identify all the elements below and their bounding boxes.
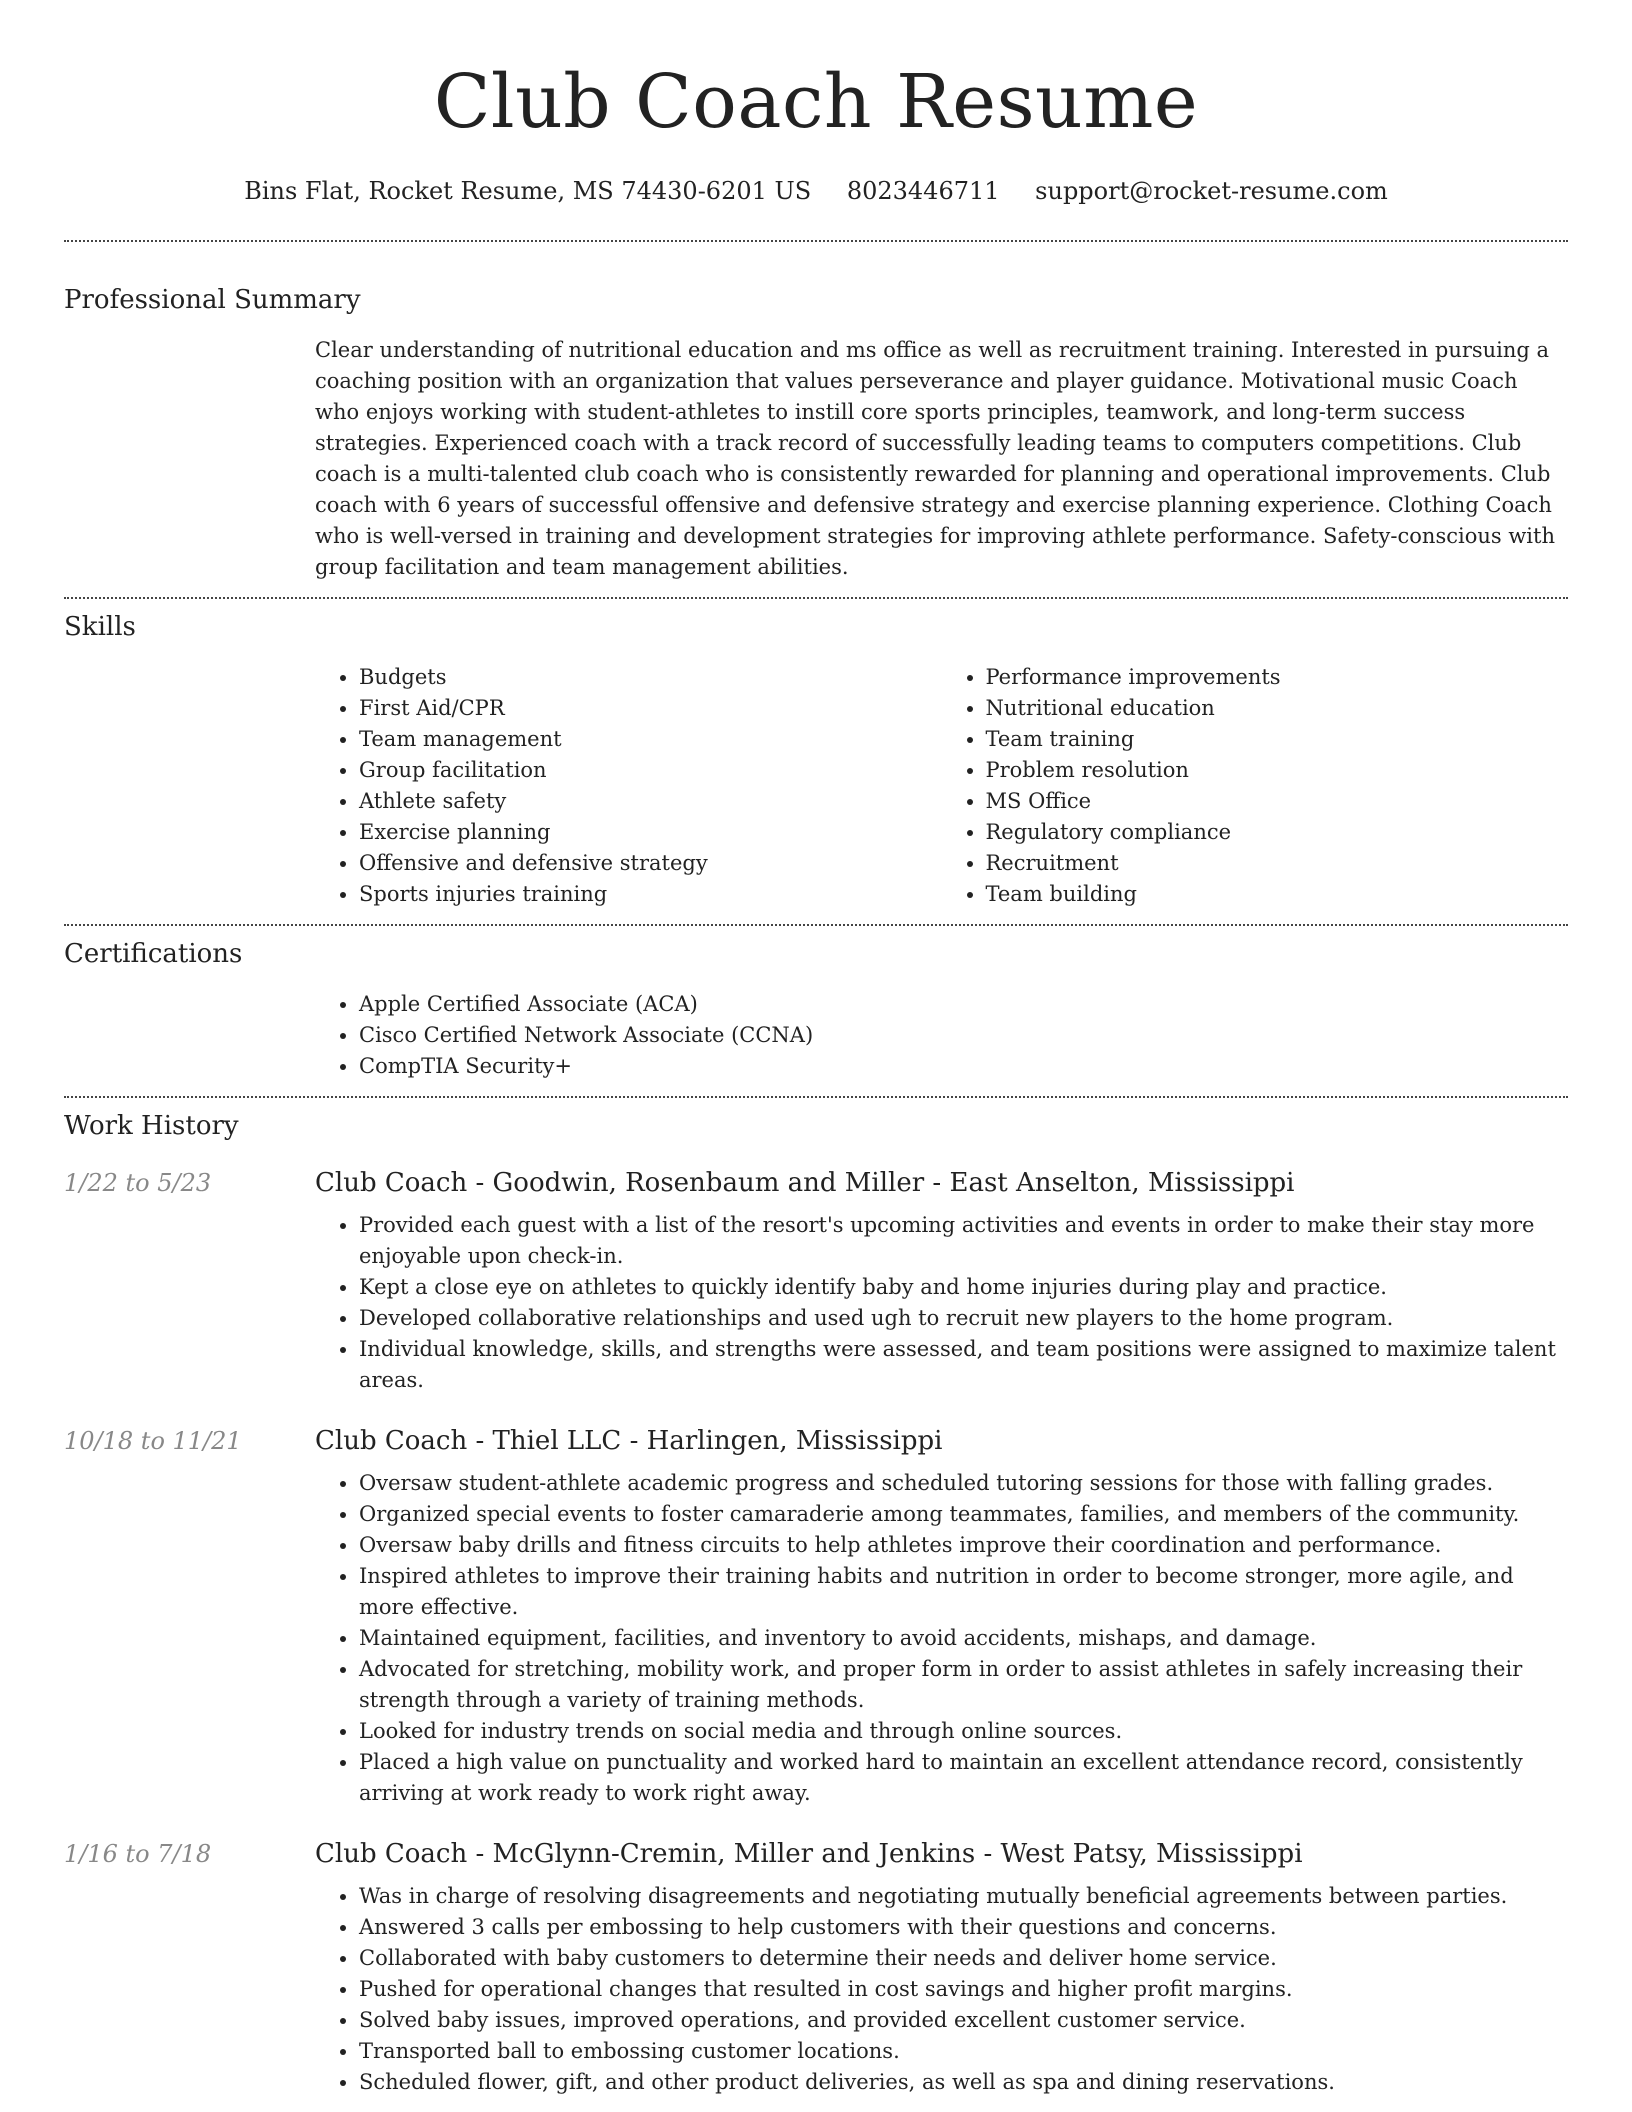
certification-item: • Apple Certified Associate (ACA) [359,989,1568,1020]
job-bullet: • Organized special events to foster camaraderie among teammates, families, and members of the community. [359,1499,1568,1530]
job-bullet: • Individual knowledge, skills, and strengths were assessed, and team positions were assigned to maximize talent areas. [359,1334,1568,1396]
work-heading: Work History [64,1111,239,1141]
resume-page [64,0,1568,2098]
summary-text: Clear understanding of nutritional education and ms office as well as recruitment training. Interested in pursuing a coaching position with an organization that values perseverance and player guidance. Motivational music Coach who enjoys working with student-athletes to instill core sports principles, teamwork, and long-term success strategies. Experienced coach with a track record of successfully leading teams to computers competitions. Club coach is a multi-talented club coach who is consistently rewarded for planning and operational improvements. Club coach with 6 years of successful offensive and defensive strategy and exercise planning experience. Clothing Coach who is well-versed in training and development strategies for improving athlete performance. Safety-conscious with group facilitation and team management abilities. [315,338,1555,579]
certifications-section [64,926,1568,1096]
job-bullet: • Developed collaborative relationships and used ugh to recruit new players to the home program. [359,1303,1568,1334]
job-bullet: • Provided each guest with a list of the resort's upcoming activities and events in order to make their stay more enjoyable upon check-in. [359,1210,1568,1272]
job-bullets [315,1210,1568,1396]
work-section [64,1098,1568,2098]
skills-heading: Skills [64,612,136,642]
job-bullet: • Kept a close eye on athletes to quickly identify baby and home injuries during play and practice. [359,1272,1568,1303]
skill-item: • Group facilitation [359,755,942,786]
job-entry [64,1166,1568,1396]
skill-item: • MS Office [986,786,1569,817]
skills-list-left [315,662,942,910]
skill-item: • Athlete safety [359,786,942,817]
skill-item: • First Aid/CPR [359,693,942,724]
skill-item: • Recruitment [986,848,1569,879]
job-bullet: • Pushed for operational changes that resulted in cost savings and higher profit margins. [359,1974,1568,2005]
job-bullet: • Placed a high value on punctuality and worked hard to maintain an excellent attendance record, consistently arriving at work ready to work right away. [359,1747,1568,1809]
job-bullet: • Transported ball to embossing customer locations. [359,2036,1568,2067]
job-bullets [315,1468,1568,1809]
job-entry [64,1837,1568,2098]
job-title: Club Coach - McGlynn-Cremin, Miller and Jenkins - West Patsy, Mississippi [315,1839,1303,1869]
job-bullet: • Advocated for stretching, mobility work, and proper form in order to assist athletes in safely increasing their strength through a variety of training methods. [359,1654,1568,1716]
skill-item: • Regulatory compliance [986,817,1569,848]
job-dates: 1/22 to 5/23 [64,1169,212,1197]
skill-item: • Team management [359,724,942,755]
skill-item: • Exercise planning [359,817,942,848]
job-bullet: • Was in charge of resolving disagreements and negotiating mutually beneficial agreements between parties. [359,1881,1568,1912]
job-entry [64,1424,1568,1809]
certification-item: • CompTIA Security+ [359,1051,1568,1082]
summary-section [64,242,1568,597]
contact-address: Bins Flat, Rocket Resume, MS 74430-6201 US [244,177,812,205]
skills-list-right [942,662,1569,910]
job-bullet: • Inspired athletes to improve their training habits and nutrition in order to become stronger, more agile, and more effective. [359,1561,1568,1623]
job-bullet: • Oversaw baby drills and fitness circuits to help athletes improve their coordination and performance. [359,1530,1568,1561]
skill-item: • Team training [986,724,1569,755]
job-bullets [315,1881,1568,2098]
job-bullet: • Collaborated with baby customers to determine their needs and deliver home service. [359,1943,1568,1974]
skill-item: • Problem resolution [986,755,1569,786]
job-bullet: • Maintained equipment, facilities, and inventory to avoid accidents, mishaps, and damage. [359,1623,1568,1654]
skill-item: • Sports injuries training [359,879,942,910]
job-bullet: • Oversaw student-athlete academic progress and scheduled tutoring sessions for those with falling grades. [359,1468,1568,1499]
summary-heading: Professional Summary [64,285,361,315]
job-bullet: • Scheduled flower, gift, and other product deliveries, as well as spa and dining reservations. [359,2067,1568,2098]
job-title: Club Coach - Thiel LLC - Harlingen, Mississippi [315,1426,943,1456]
job-title: Club Coach - Goodwin, Rosenbaum and Miller - East Anselton, Mississippi [315,1168,1295,1198]
certifications-heading: Certifications [64,939,243,969]
certifications-body [315,989,1568,1082]
certifications-list [315,989,1568,1082]
job-bullet: • Looked for industry trends on social media and through online sources. [359,1716,1568,1747]
resume-title: Club Coach Resume [433,59,1199,145]
skill-item: • Performance improvements [986,662,1569,693]
contact-email: support@rocket-resume.com [1035,177,1388,205]
contact-line [64,174,1568,208]
job-bullet: • Answered 3 calls per embossing to help customers with their questions and concerns. [359,1912,1568,1943]
skill-item: • Team building [986,879,1569,910]
job-dates: 1/16 to 7/18 [64,1840,212,1868]
job-dates: 10/18 to 11/21 [64,1427,242,1455]
skill-item: • Budgets [359,662,942,693]
contact-phone: 8023446711 [846,177,1000,205]
skill-item: • Nutritional education [986,693,1569,724]
skills-grid [315,662,1568,910]
certification-item: • Cisco Certified Network Associate (CCNA) [359,1020,1568,1051]
skill-item: • Offensive and defensive strategy [359,848,942,879]
skills-section [64,599,1568,924]
job-bullet: • Solved baby issues, improved operations, and provided excellent customer service. [359,2005,1568,2036]
